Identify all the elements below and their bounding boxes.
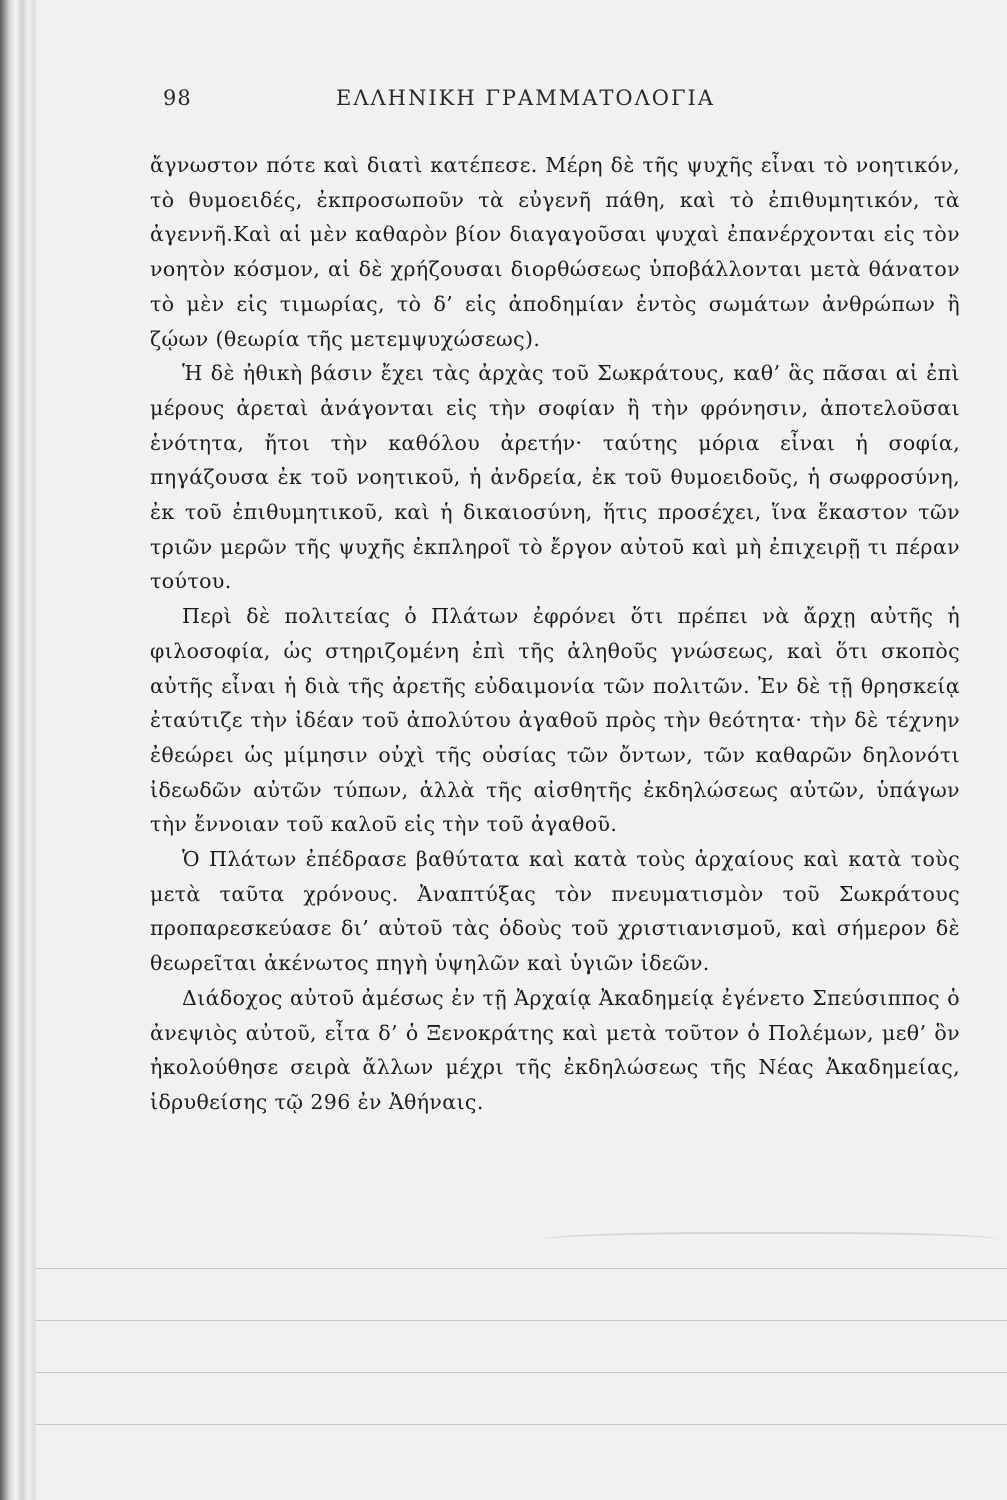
page-stack-line [36, 1320, 1007, 1321]
page-number: 98 [163, 86, 192, 110]
paragraph: Διάδοχος αὐτοῦ ἀμέσως ἐν τῇ Ἀρχαίᾳ Ἀκαδημείᾳ ἐγένετο Σπεύσιππος ὁ ἀνεψιὸς αὐτοῦ, εἶτα δ’ ὁ Ξενοκράτης καὶ μετὰ τοῦτον ὁ Πολέμων, μεθ’ ὃν ἠκολούθησε σειρὰ ἄλλων μέχρι τῆς ἐκδηλώσεως τῆς Νέας Ἀκαδημείας, ἱδρυθείσης τῷ 296 ἐν Ἀθήναις. [150, 985, 960, 1114]
page-smudge [541, 1232, 1001, 1252]
paragraph: Ἡ δὲ ἠθικὴ βάσιν ἔχει τὰς ἀρχὰς τοῦ Σωκράτους, καθ’ ἃς πᾶσαι αἱ ἐπὶ μέρους ἀρεταὶ ἀνάγονται εἰς τὴν σοφίαν ἢ τὴν φρόνησιν, ἀποτελοῦσαι ἑνότητα, ἤτοι τὴν καθόλου ἀρετήν· ταύτης μόρια εἶναι ἡ σοφία, πηγάζουσα ἐκ τοῦ νοητικοῦ, ἡ ἀνδρεία, ἐκ τοῦ θυμοειδοῦς, ἡ σωφροσύνη, ἐκ τοῦ ἐπιθυμητικοῦ, καὶ ἡ δικαιοσύνη, ἥτις προσέχει, ἵνα ἕκαστον τῶν τριῶν μερῶν τῆς ψυχῆς ἐκπληροῖ τὸ ἔργον αὐτοῦ καὶ μὴ ἐπιχειρῇ τι πέραν τούτου. [150, 361, 960, 594]
body-text [150, 148, 960, 1120]
running-head [36, 86, 1007, 118]
paragraph: ἄγνωστον πότε καὶ διατὶ κατέπεσε. Μέρη δὲ τῆς ψυχῆς εἶναι τὸ νοητικόν, τὸ θυμοειδές, ἐκπροσωποῦν τὰ εὐγενῆ πάθη, καὶ τὸ ἐπιθυμητικόν, τὰ ἀγεννῆ.Καὶ αἱ μὲν καθαρὸν βίον διαγαγοῦσαι ψυχαὶ ἐπανέρχονται εἰς τὸν νοητὸν κόσμον, αἱ δὲ χρήζουσαι διορθώσεως ὑποβάλλονται μετὰ θάνατον τὸ μὲν εἰς τιμωρίας, τὸ δ’ εἰς ἀποδημίαν ἐντὸς σωμάτων ἀνθρώπων ἢ ζῴων (θεωρία τῆς μετεμψυχώσεως). [150, 153, 960, 351]
page-stack-line [36, 1424, 1007, 1425]
book-page-edge [0, 0, 40, 1500]
running-title: ΕΛΛΗΝΙΚΗ ΓΡΑΜΜΑΤΟΛΟΓΙΑ [336, 86, 715, 110]
paragraph: Περὶ δὲ πολιτείας ὁ Πλάτων ἐφρόνει ὅτι πρέπει νὰ ἄρχῃ αὐτῆς ἡ φιλοσοφία, ὡς στηριζομένη ἐπὶ τῆς ἀληθοῦς γνώσεως, καὶ ὅτι σκοπὸς αὐτῆς εἶναι ἡ διὰ τῆς ἀρετῆς εὐδαιμονία τῶν πολιτῶν. Ἐν δὲ τῇ θρησκείᾳ ἐταύτιζε τὴν ἰδέαν τοῦ ἀπολύτου ἀγαθοῦ πρὸς τὴν θεότητα· τὴν δὲ τέχνην ἐθεώρει ὡς μίμησιν οὐχὶ τῆς οὐσίας τῶν ὄντων, τῶν καθαρῶν δηλονότι ἰδεωδῶν αὐτῶν τύπων, ἀλλὰ τῆς αἰσθητῆς ἐκδηλώσεως αὐτῶν, ὑπάγων τὴν ἔννοιαν τοῦ καλοῦ εἰς τὴν τοῦ ἀγαθοῦ. [150, 604, 960, 837]
page-stack-line [36, 1268, 1007, 1269]
page-stack-line [36, 1372, 1007, 1373]
paragraph: Ὁ Πλάτων ἐπέδρασε βαθύτατα καὶ κατὰ τοὺς ἀρχαίους καὶ κατὰ τοὺς μετὰ ταῦτα χρόνους. Ἀναπτύξας τὸν πνευματισμὸν τοῦ Σωκράτους προπαρεσκεύασε δι’ αὐτοῦ τὰς ὁδοὺς τοῦ χριστιανισμοῦ, καὶ σήμερον δὲ θεωρεῖται ἀκένωτος πηγὴ ὑψηλῶν καὶ ὑγιῶν ἰδεῶν. [150, 847, 960, 976]
book-page [36, 0, 1007, 1500]
